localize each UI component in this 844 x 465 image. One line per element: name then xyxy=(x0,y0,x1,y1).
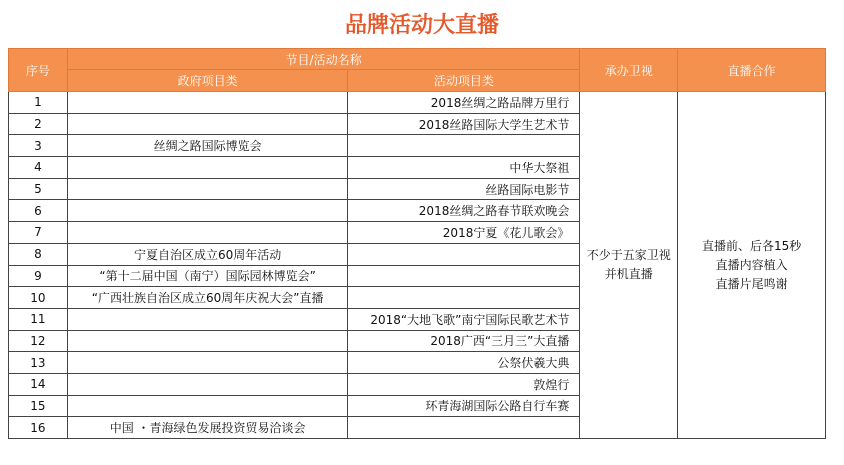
tv-cell xyxy=(580,92,678,439)
cell-gov xyxy=(67,308,348,330)
cell-no: 2 xyxy=(9,113,68,135)
cell-no: 1 xyxy=(9,92,68,114)
cell-no: 14 xyxy=(9,373,68,395)
cell-act: 2018宁夏《花儿歌会》 xyxy=(348,222,580,244)
header-activity: 活动项目类 xyxy=(348,70,580,92)
cell-no: 7 xyxy=(9,222,68,244)
cell-gov xyxy=(67,200,348,222)
table-row xyxy=(9,92,826,114)
cell-no: 12 xyxy=(9,330,68,352)
header-tv: 承办卫视 xyxy=(580,49,678,92)
header-no: 序号 xyxy=(9,49,68,92)
cell-gov xyxy=(67,157,348,179)
cell-no: 16 xyxy=(9,417,68,439)
cell-act xyxy=(348,265,580,287)
cell-gov xyxy=(67,178,348,200)
coop-cell-line: 直播内容植入 xyxy=(715,257,788,272)
cell-gov xyxy=(67,113,348,135)
cell-no: 10 xyxy=(9,287,68,309)
cell-act xyxy=(348,243,580,265)
header-gov: 政府项目类 xyxy=(67,70,348,92)
cell-no: 6 xyxy=(9,200,68,222)
cell-act xyxy=(348,287,580,309)
cell-act: 2018广西“三月三”大直播 xyxy=(348,330,580,352)
cell-no: 15 xyxy=(9,395,68,417)
cell-gov xyxy=(67,352,348,374)
cell-no: 9 xyxy=(9,265,68,287)
cell-act: 环青海湖国际公路自行车赛 xyxy=(348,395,580,417)
cell-gov xyxy=(67,395,348,417)
cell-act: 中华大祭祖 xyxy=(348,157,580,179)
cell-no: 3 xyxy=(9,135,68,157)
coop-cell-line: 直播前、后各15秒 xyxy=(701,238,802,253)
cell-gov: “广西壮族自治区成立60周年庆祝大会”直播 xyxy=(67,287,348,309)
cell-act: 敦煌行 xyxy=(348,373,580,395)
cell-act xyxy=(348,417,580,439)
cell-gov: 中国 ・青海绿色发展投资贸易洽谈会 xyxy=(67,417,348,439)
cell-act: 2018“大地飞歌”南宁国际民歌艺术节 xyxy=(348,308,580,330)
cell-gov xyxy=(67,373,348,395)
page-title: 品牌活动大直播 xyxy=(344,13,499,38)
cell-no: 11 xyxy=(9,308,68,330)
cell-act: 2018丝路国际大学生艺术节 xyxy=(348,113,580,135)
cell-gov: 宁夏自治区成立60周年活动 xyxy=(67,243,348,265)
cell-gov xyxy=(67,222,348,244)
cell-no: 13 xyxy=(9,352,68,374)
cell-no: 4 xyxy=(9,157,68,179)
coop-cell-line: 直播片尾鸣谢 xyxy=(715,276,788,291)
cell-no: 5 xyxy=(9,178,68,200)
cell-act: 丝路国际电影节 xyxy=(348,178,580,200)
cell-act: 公祭伏羲大典 xyxy=(348,352,580,374)
cell-act: 2018丝绸之路品牌万里行 xyxy=(348,92,580,114)
tv-cell-line: 不少于五家卫视 xyxy=(586,248,671,262)
cell-act: 2018丝绸之路春节联欢晚会 xyxy=(348,200,580,222)
cell-no: 8 xyxy=(9,243,68,265)
header-coop: 直播合作 xyxy=(678,49,826,92)
cell-gov xyxy=(67,92,348,114)
cell-gov: 丝绸之路国际博览会 xyxy=(67,135,348,157)
cell-act xyxy=(348,135,580,157)
tv-cell-line: 并机直播 xyxy=(604,267,653,281)
cell-gov xyxy=(67,330,348,352)
cell-gov: “第十二届中国（南宁）国际园林博览会” xyxy=(67,265,348,287)
coop-cell xyxy=(678,92,826,439)
broadcast-table xyxy=(8,48,826,439)
header-program: 节目/活动名称 xyxy=(67,49,580,70)
